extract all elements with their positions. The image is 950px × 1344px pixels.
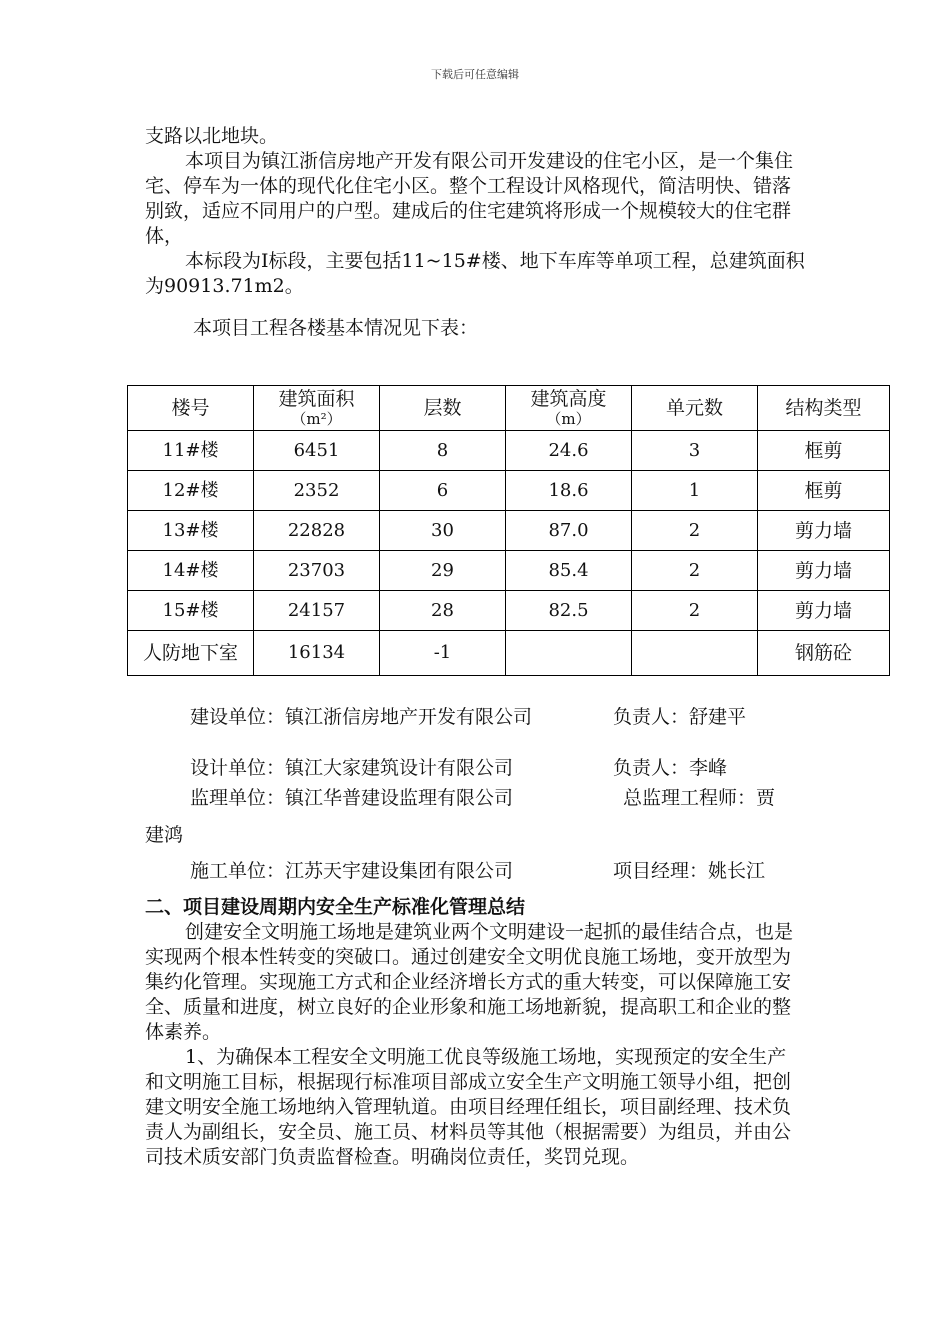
builder-unit-lead: 项目经理：姚长江	[613, 860, 766, 882]
supervision-unit-lead: 总监理工程师：贾	[623, 787, 776, 809]
section-2-paragraph-2: 1、为确保本工程安全文明施工优良等级施工场地，实现预定的安全生产和文明施工目标，根据现行标准项目部成立安全生产文明施工领导小组，把创建文明安全施工场地纳入管理轨道。由项目经理任组长，项目副经理、技术负责人为副组长，安全员、施工员、材料员等其他（根据需要）为组员，并由公司技术质安部门负责监督检查。明确岗位责任，奖罚兑现。	[145, 1046, 792, 1168]
section-2-paragraph-1: 创建安全文明施工场地是建筑业两个文明建设一起抓的最佳结合点，也是实现两个根本性转变的突破口。通过创建安全文明优良施工场地，变开放型为集约化管理。实现施工方式和企业经济增长方式的重大转变，可以保障施工安全、质量和进度，树立良好的企业形象和施工场地新貌，提高职工和企业的整体素养。	[145, 921, 794, 1043]
cell-building: 13#楼	[128, 511, 254, 551]
cell-height: 18.6	[506, 471, 632, 511]
header-height-label: 建筑高度	[530, 387, 607, 410]
cell-structure: 钢筋砼	[758, 631, 890, 676]
table-row	[128, 431, 890, 471]
header-building: 楼号	[128, 386, 254, 431]
cell-floors: 6	[380, 471, 506, 511]
cell-height: 82.5	[506, 591, 632, 631]
intro-paragraph-1: 支路以北地块。	[145, 125, 279, 147]
table-row	[128, 591, 890, 631]
construction-unit: 建设单位：镇江浙信房地产开发有限公司	[190, 706, 533, 728]
construction-unit-lead: 负责人：舒建平	[613, 706, 747, 728]
cell-units: 2	[632, 551, 758, 591]
header-structure: 结构类型	[758, 386, 890, 431]
table-row	[128, 471, 890, 511]
builder-unit: 施工单位：江苏天宇建设集团有限公司	[190, 860, 514, 882]
table-row	[128, 551, 890, 591]
table-intro: 本项目工程各楼基本情况见下表：	[193, 317, 479, 339]
table-header-row	[128, 386, 890, 431]
cell-area: 24157	[254, 591, 380, 631]
header-area-unit: （m²）	[291, 409, 342, 428]
header-height	[506, 386, 632, 431]
building-info-table	[127, 385, 890, 676]
header-area	[254, 386, 380, 431]
header-area-label: 建筑面积	[278, 387, 355, 410]
cell-area: 16134	[254, 631, 380, 676]
cell-structure: 剪力墙	[758, 591, 890, 631]
cell-area: 22828	[254, 511, 380, 551]
cell-units	[632, 631, 758, 676]
cell-units: 2	[632, 511, 758, 551]
cell-height	[506, 631, 632, 676]
header-floors: 层数	[380, 386, 506, 431]
supervision-unit-lead-cont: 建鸿	[145, 824, 184, 846]
header-units: 单元数	[632, 386, 758, 431]
design-unit: 设计单位：镇江大家建筑设计有限公司	[190, 757, 514, 779]
cell-floors: 29	[380, 551, 506, 591]
cell-area: 23703	[254, 551, 380, 591]
header-note: 下载后可任意编辑	[431, 68, 519, 81]
cell-structure: 框剪	[758, 431, 890, 471]
table-row	[128, 631, 890, 676]
cell-units: 2	[632, 591, 758, 631]
cell-structure: 剪力墙	[758, 551, 890, 591]
cell-building: 15#楼	[128, 591, 254, 631]
cell-building: 12#楼	[128, 471, 254, 511]
intro-paragraph-2: 本项目为镇江浙信房地产开发有限公司开发建设的住宅小区，是一个集住宅、停车为一体的现代化住宅小区。整个工程设计风格现代，简洁明快、错落别致，适应不同用户的户型。建成后的住宅建筑将形成一个规模较大的住宅群体，	[145, 150, 794, 247]
cell-units: 3	[632, 431, 758, 471]
cell-floors: -1	[380, 631, 506, 676]
cell-building: 11#楼	[128, 431, 254, 471]
cell-height: 85.4	[506, 551, 632, 591]
cell-height: 24.6	[506, 431, 632, 471]
header-height-unit: （m）	[546, 409, 591, 428]
supervision-unit: 监理单位：镇江华普建设监理有限公司	[190, 787, 514, 809]
cell-area: 6451	[254, 431, 380, 471]
cell-building: 人防地下室	[128, 631, 254, 676]
cell-floors: 30	[380, 511, 506, 551]
cell-structure: 剪力墙	[758, 511, 890, 551]
cell-building: 14#楼	[128, 551, 254, 591]
cell-floors: 8	[380, 431, 506, 471]
design-unit-lead: 负责人：李峰	[613, 757, 728, 779]
section-2-title: 二、项目建设周期内安全生产标准化管理总结	[145, 896, 526, 918]
intro-paragraph-3: 本标段为Ⅰ标段，主要包括11~15#楼、地下车库等单项工程，总建筑面积为90913.71m2。	[145, 250, 805, 297]
cell-floors: 28	[380, 591, 506, 631]
table-row	[128, 511, 890, 551]
cell-height: 87.0	[506, 511, 632, 551]
cell-area: 2352	[254, 471, 380, 511]
cell-structure: 框剪	[758, 471, 890, 511]
cell-units: 1	[632, 471, 758, 511]
